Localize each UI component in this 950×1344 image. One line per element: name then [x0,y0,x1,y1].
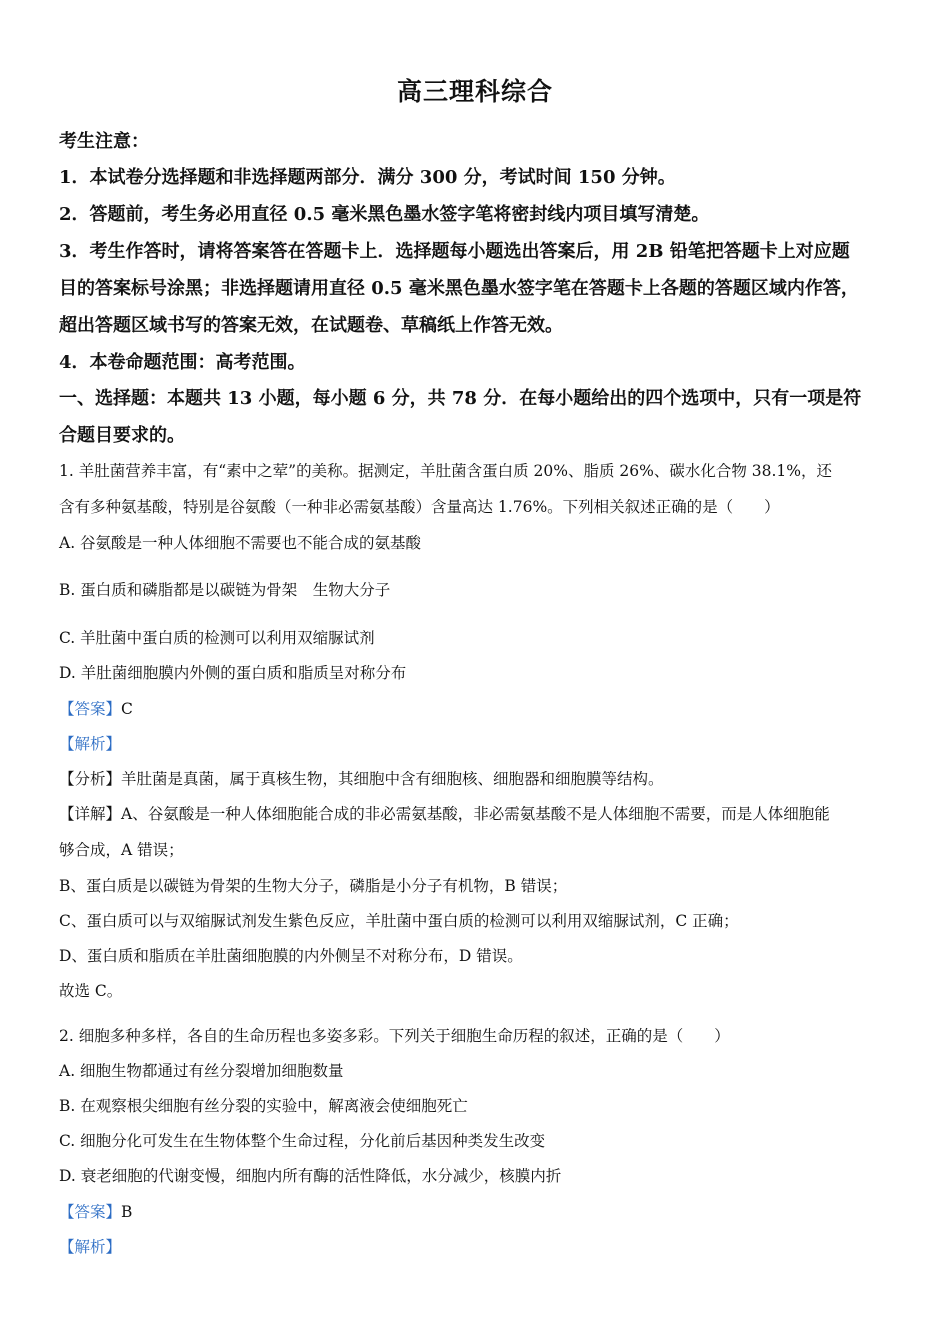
q1-option-a: A. 谷氨酸是一种人体细胞不需要也不能合成的氨基酸 [59,534,422,552]
xiangjie-tag: 【详解】 [59,805,122,823]
fenxi-text: 羊肚菌是真菌，属于真核生物，其细胞中含有细胞核、细胞器和细胞膜等结构。 [121,770,664,788]
q1-explain-b: B、蛋白质是以碳链为骨架的生物大分子，磷脂是小分子有机物，B 错误； [59,877,568,895]
xiangjie-text: A、谷氨酸是一种人体细胞能合成的非必需氨基酸，非必需氨基酸不是人体细胞不需要，而是人体细胞能 [121,805,830,823]
notice-heading: 考生注意： [59,131,149,152]
notice-item-3-cont: 目的答案标号涂黑；非选择题请用直径 0.5 毫米黑色墨水签字笔在答题卡上各题的答题区域内作答， [59,278,859,299]
q2-option-a: A. 细胞生物都通过有丝分裂增加细胞数量 [59,1062,344,1080]
notice-item-3: 3．考生作答时，请将答案答在答题卡上．选择题每小题选出答案后，用 2B 铅笔把答题卡上对应题 [59,241,850,262]
notice-item-1: 1．本试卷分选择题和非选择题两部分．满分 300 分，考试时间 150 分钟。 [59,167,676,188]
q2-stem: 2. 细胞多种多样，各自的生命历程也多姿多彩。下列关于细胞生命历程的叙述，正确的是（ ） [59,1027,730,1045]
q1-explain-d: D、蛋白质和脂质在羊肚菌细胞膜的内外侧呈不对称分布，D 错误。 [59,947,523,965]
q1-conclusion: 故选 C。 [59,982,123,1000]
answer-tag: 【答案】 [59,700,122,718]
q1-fenxi [59,767,664,789]
q1-xiangjie-cont: 够合成，A 错误； [59,841,184,859]
q2-option-b: B. 在观察根尖细胞有丝分裂的实验中，解离液会使细胞死亡 [59,1097,468,1115]
q1-option-c: C. 羊肚菌中蛋白质的检测可以利用双缩脲试剂 [59,629,375,647]
answer-tag: 【答案】 [59,1203,122,1221]
q1-answer [59,697,133,719]
page-title: 高三理科综合 [396,77,553,106]
q2-option-c: C. 细胞分化可发生在生物体整个生命过程，分化前后基因种类发生改变 [59,1132,546,1150]
section-heading-cont: 合题目要求的。 [59,425,185,446]
q1-explain-c: C、蛋白质可以与双缩脲试剂发生紫色反应，羊肚菌中蛋白质的检测可以利用双缩脲试剂，C 正确； [59,912,739,930]
notice-item-3-end: 超出答题区域书写的答案无效，在试题卷、草稿纸上作答无效。 [59,315,563,336]
fenxi-tag: 【分析】 [59,770,122,788]
notice-item-2: 2．答题前，考生务必用直径 0.5 毫米黑色墨水签字笔将密封线内项目填写清楚。 [59,204,710,225]
q1-xiangjie [59,802,830,824]
q1-option-d: D. 羊肚菌细胞膜内外侧的蛋白质和脂质呈对称分布 [59,664,407,682]
answer-value: C [121,700,133,718]
q1-option-b: B. 蛋白质和磷脂都是以碳链为骨架 生物大分子 [59,581,391,599]
q2-analysis-tag: 【解析】 [59,1238,122,1256]
q1-stem: 1. 羊肚菌营养丰富，有“素中之荤”的美称。据测定，羊肚菌含蛋白质 20%、脂质 26%、碳水化合物 38.1%，还 [59,462,832,480]
q2-answer [59,1200,132,1222]
section-heading: 一、选择题：本题共 13 小题，每小题 6 分，共 78 分．在每小题给出的四个选项中，只有一项是符 [59,388,862,409]
notice-item-4: 4．本卷命题范围：高考范围。 [59,352,306,373]
q1-stem-cont: 含有多种氨基酸，特别是谷氨酸（一种非必需氨基酸）含量高达 1.76%。下列相关叙述正确的是（ ） [59,498,780,516]
answer-value: B [121,1203,133,1221]
q1-analysis-tag: 【解析】 [59,735,122,753]
q2-option-d: D. 衰老细胞的代谢变慢，细胞内所有酶的活性降低，水分减少，核膜内折 [59,1167,562,1185]
